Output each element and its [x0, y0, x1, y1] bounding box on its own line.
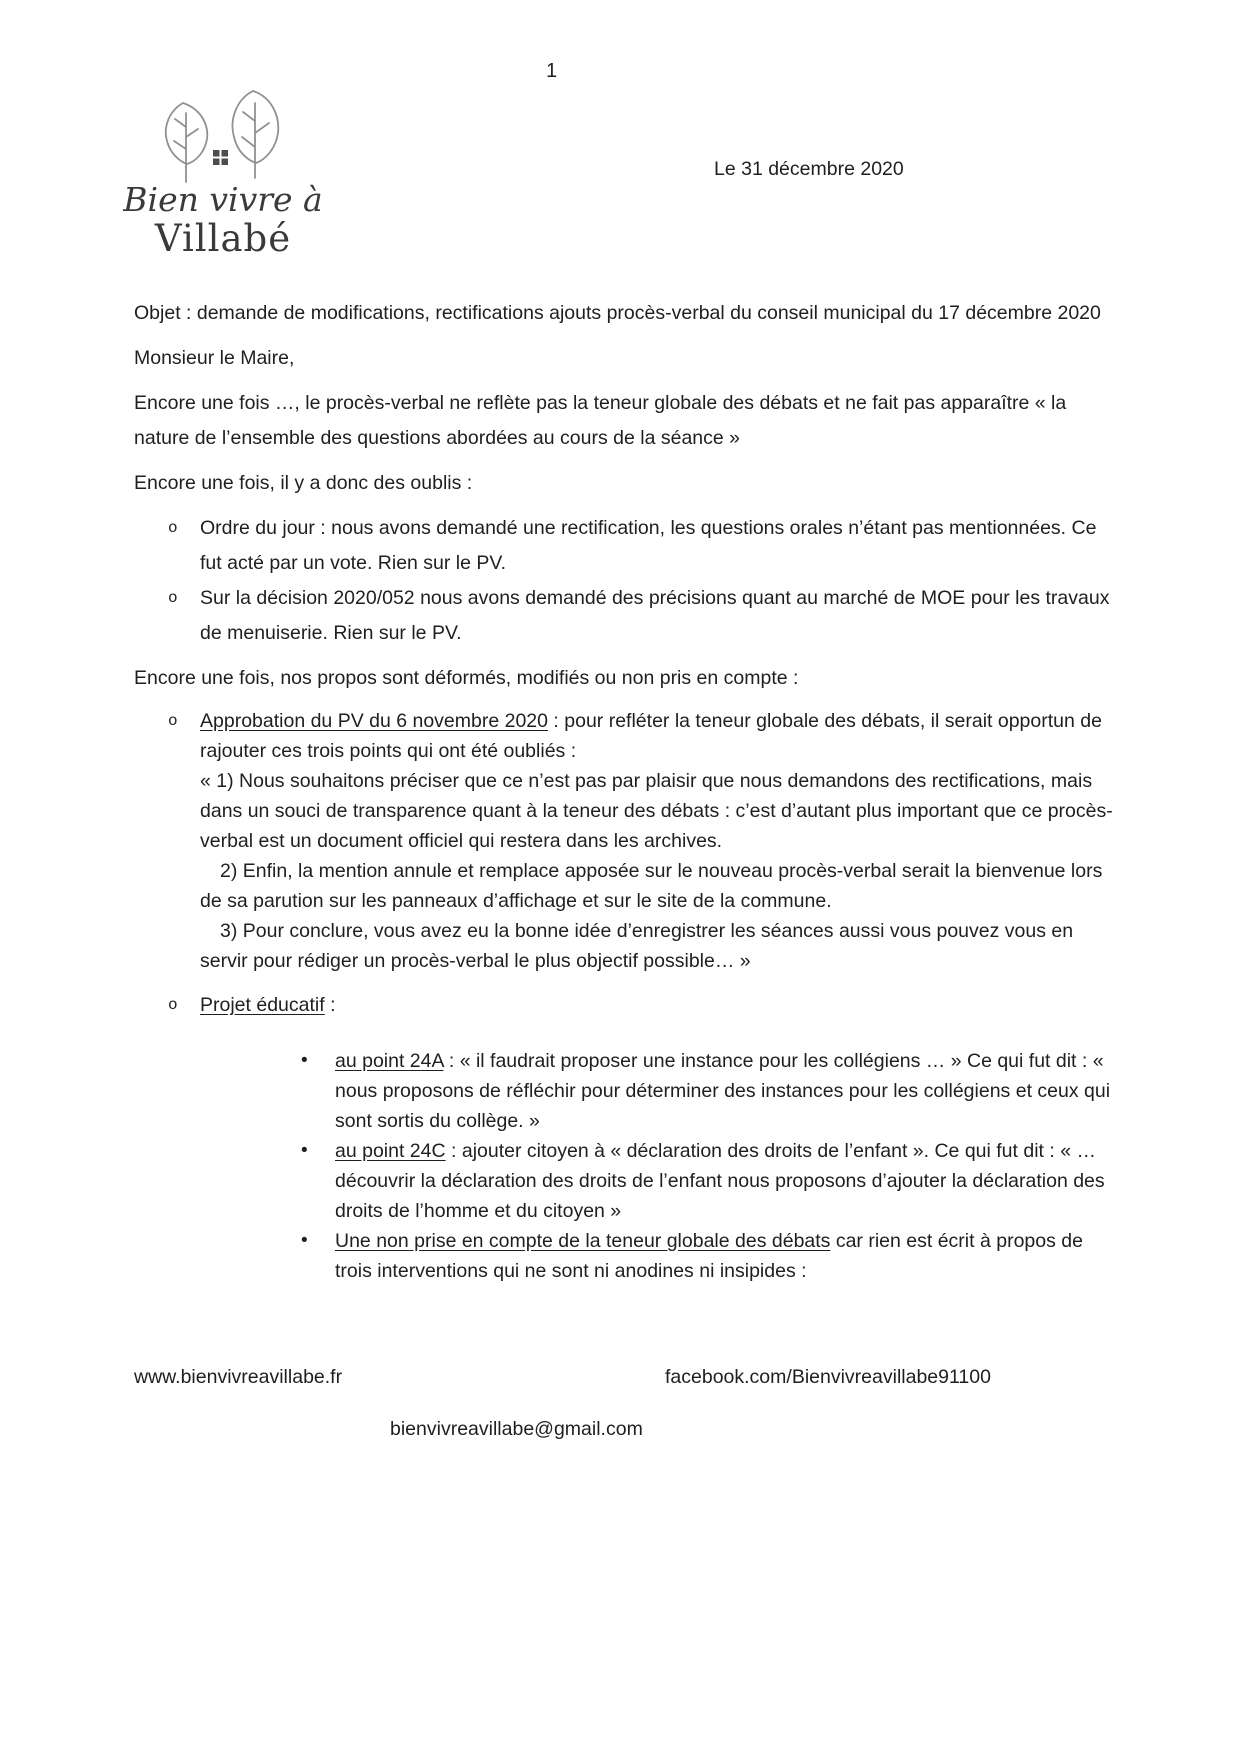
list-item-text: Sur la décision 2020/052 nous avons demandé des précisions quant au marché de MOE pour les travaux de menuiserie. Rien sur le PV. [200, 587, 1110, 644]
sub-list-item-text [335, 1226, 1114, 1286]
quote-paragraph-2: 2) Enfin, la mention annule et remplace apposée sur le nouveau procès-verbal serait la bienvenue lors de sa parution sur les panneaux d’affichage et sur le site de la commune. [200, 860, 1103, 912]
list-item-text [200, 990, 1114, 1020]
bullet-marker: • [301, 1230, 308, 1251]
sub-list-item-point-24a [134, 1046, 1114, 1136]
intro-paragraph-2: Encore une fois, il y a donc des oublis : [134, 472, 473, 494]
list-item-text [200, 706, 1114, 976]
bullet-marker: • [301, 1140, 308, 1161]
sub-list-item-text [335, 1046, 1114, 1136]
point-24a-underlined: au point 24A [335, 1050, 444, 1072]
bullet-marker: o [168, 589, 178, 607]
objet-line: Objet : demande de modifications, rectifications ajouts procès-verbal du conseil municipal du 17 décembre 2020 [134, 302, 1101, 324]
point-24a-rest: : « il faudrait proposer une instance pour les collégiens … » Ce qui fut dit : « nous proposons de réfléchir pour déterminer des instances pour les collégiens et ceux qui sont sortis du collège. » [335, 1050, 1111, 1132]
sub-list-item-point-24c [134, 1136, 1114, 1226]
sub-list-item-non-prise-en-compte [134, 1226, 1114, 1286]
bullet-marker: o [168, 996, 178, 1014]
page-number: 1 [546, 60, 558, 82]
letter-body [134, 296, 1114, 1286]
list-item-projet-educatif [134, 990, 1114, 1020]
quote-paragraph-3: 3) Pour conclure, vous avez eu la bonne idée d’enregistrer les séances aussi vous pouvez vous en servir pour rédiger un procès-verbal le plus objectif possible… » [200, 920, 1074, 972]
non-prise-en-compte-rest: car rien est écrit à propos de trois interventions qui ne sont ni anodines ni insipides : [335, 1230, 1083, 1282]
approbation-lead-rest: : pour refléter la teneur globale des débats, il serait opportun de rajouter ces trois points qui ont été oubliés : [200, 710, 1102, 762]
bullet-marker: o [168, 519, 178, 537]
approbation-lead-underlined: Approbation du PV du 6 novembre 2020 [200, 710, 549, 732]
salutation: Monsieur le Maire, [134, 347, 295, 369]
footer-email: bienvivreavillabe@gmail.com [390, 1418, 643, 1440]
logo [118, 86, 328, 260]
footer-facebook: facebook.com/Bienvivreavillabe91100 [665, 1366, 991, 1388]
sub-list-item-text [335, 1136, 1114, 1226]
list-item-approbation-pv [134, 706, 1114, 976]
list-item-ordre-du-jour [134, 511, 1114, 581]
intro-paragraph-3: Encore une fois, nos propos sont déformés, modifiés ou non pris en compte : [134, 667, 799, 689]
projet-educatif-underlined: Projet éducatif [200, 994, 325, 1016]
quote-paragraph-1: « 1) Nous souhaitons préciser que ce n’est pas par plaisir que nous demandons des rectifications, mais dans un souci de transparence quant à la teneur des débats : c’est d’autant plus important que ce procès-verbal est un document officiel qui restera dans les archives. [200, 770, 1113, 852]
bullet-marker: o [168, 712, 178, 730]
approbation-lead-paragraph [200, 706, 1114, 766]
letter-date: Le 31 décembre 2020 [714, 158, 904, 180]
logo-name-line2: Villabé [154, 217, 292, 260]
logo-name-line1: Bien vivre à [123, 180, 323, 219]
list-item-decision-2020-052 [134, 581, 1114, 651]
logo-window-icon [213, 150, 228, 165]
point-24c-underlined: au point 24C [335, 1140, 446, 1162]
logo-trees-icon [141, 86, 306, 186]
projet-educatif-colon: : [324, 994, 336, 1016]
bullet-marker: • [301, 1050, 308, 1071]
point-24c-rest: : ajouter citoyen à « déclaration des droits de l’enfant ». Ce qui fut dit : « … découvrir la déclaration des droits de l’enfant nous proposons d’ajouter la déclaration des droits de l’homme et du citoyen » [335, 1140, 1105, 1222]
list-item-text: Ordre du jour : nous avons demandé une rectification, les questions orales n’étant pas mentionnées. Ce fut acté par un vote. Rien sur le PV. [200, 517, 1097, 574]
non-prise-en-compte-underlined: Une non prise en compte de la teneur globale des débats [335, 1230, 831, 1252]
intro-paragraph-1: Encore une fois …, le procès-verbal ne reflète pas la teneur globale des débats et ne fait pas apparaître « la nature de l’ensemble des questions abordées au cours de la séance » [134, 392, 1067, 449]
footer-website: www.bienvivreavillabe.fr [134, 1366, 343, 1388]
